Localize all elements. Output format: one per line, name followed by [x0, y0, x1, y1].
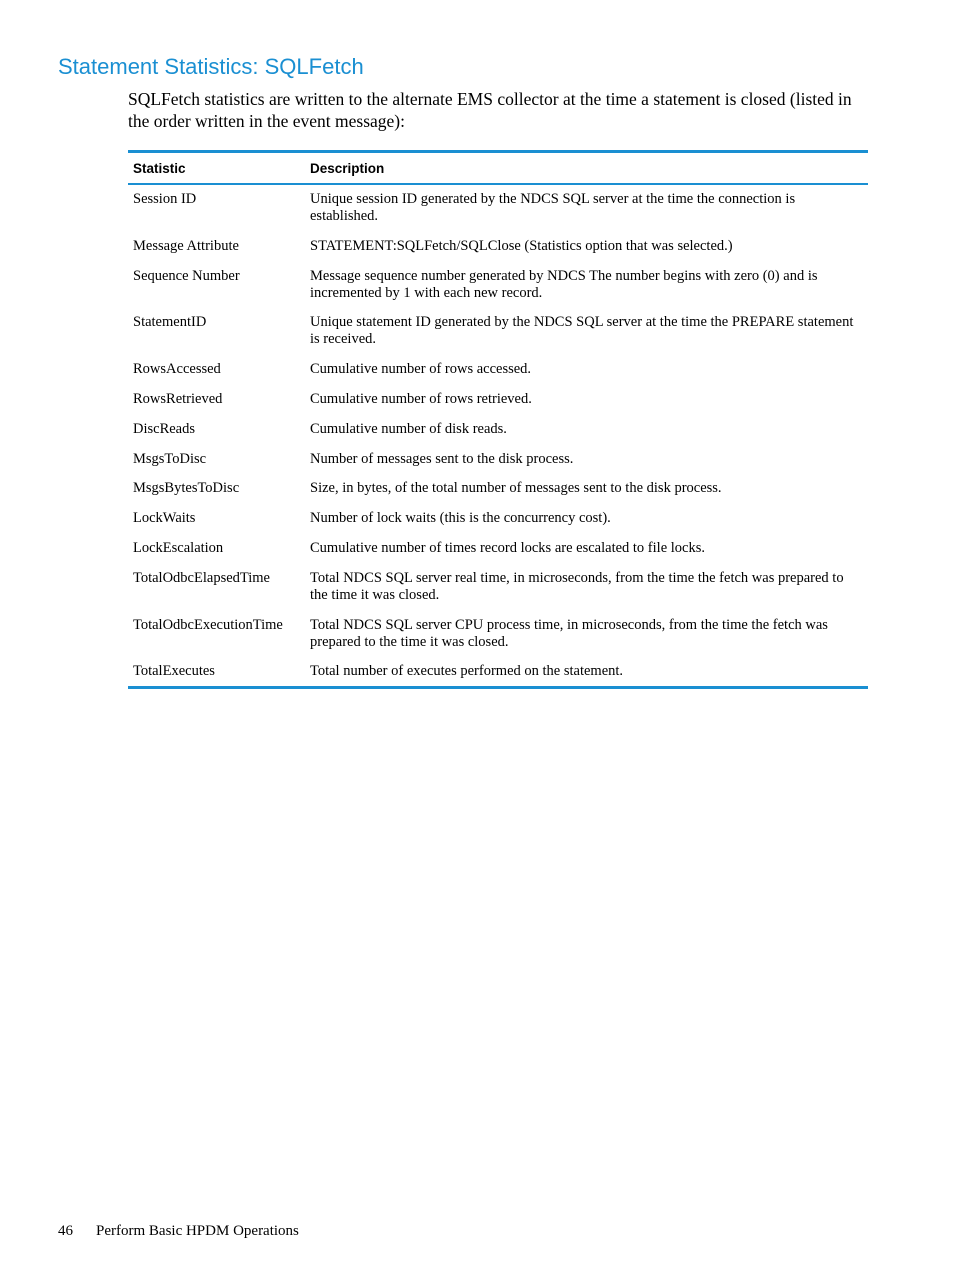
- table-row: [128, 415, 868, 445]
- description-cell: Unique statement ID generated by the NDCS SQL server at the time the PREPARE statement is received.: [310, 314, 854, 348]
- description-cell: Cumulative number of rows accessed.: [310, 361, 532, 378]
- table-row: [128, 564, 868, 611]
- table-row: [128, 184, 868, 232]
- table-row: [128, 385, 868, 415]
- description-cell: Total NDCS SQL server CPU process time, in microseconds, from the time the fetch was prepared to the time it was closed.: [310, 616, 828, 650]
- description-cell: STATEMENT:SQLFetch/SQLClose (Statistics option that was selected.): [310, 237, 733, 254]
- table-header: [128, 152, 868, 185]
- chapter-title: Perform Basic HPDM Operations: [96, 1223, 299, 1239]
- statistic-cell: LockEscalation: [133, 539, 224, 556]
- statistic-cell: Sequence Number: [133, 267, 240, 284]
- description-cell: Message sequence number generated by NDCS The number begins with zero (0) and is incremented by 1 with each new record.: [310, 267, 818, 301]
- statistic-cell: RowsAccessed: [133, 361, 221, 378]
- description-cell: Total number of executes performed on the statement.: [310, 663, 624, 680]
- description-cell: Total NDCS SQL server real time, in microseconds, from the time the fetch was prepared to the time it was closed.: [310, 569, 844, 603]
- statistic-cell: TotalOdbcExecutionTime: [133, 616, 283, 633]
- description-cell: Cumulative number of disk reads.: [310, 420, 507, 437]
- table-row: [128, 232, 868, 262]
- table-header-row: [128, 152, 868, 185]
- page-number: 46: [58, 1223, 73, 1239]
- description-cell: Cumulative number of times record locks are escalated to file locks.: [310, 539, 705, 556]
- statistic-cell: StatementID: [133, 314, 207, 331]
- description-cell: Cumulative number of rows retrieved.: [310, 390, 532, 407]
- table-row: [128, 445, 868, 475]
- description-cell: Size, in bytes, of the total number of messages sent to the disk process.: [310, 480, 722, 497]
- statistic-cell: MsgsToDisc: [133, 450, 207, 467]
- statistic-cell: MsgsBytesToDisc: [133, 480, 240, 497]
- section-title: Statement Statistics: SQLFetch: [58, 54, 364, 79]
- table-row: [128, 262, 868, 309]
- table-row: [128, 308, 868, 355]
- statistic-cell: Session ID: [133, 191, 197, 207]
- page-footer: [58, 1221, 299, 1241]
- table-row: [128, 657, 868, 688]
- description-cell: Number of messages sent to the disk process.: [310, 450, 574, 467]
- statistic-cell: Message Attribute: [133, 237, 239, 254]
- column-header-statistic: Statistic: [128, 152, 305, 185]
- description-cell: Unique session ID generated by the NDCS SQL server at the time the connection is established.: [310, 191, 796, 224]
- table-row: [128, 474, 868, 504]
- table-body: [128, 184, 868, 688]
- statistic-cell: DiscReads: [133, 420, 196, 437]
- statistic-cell: LockWaits: [133, 510, 196, 527]
- intro-paragraph: SQLFetch statistics are written to the alternate EMS collector at the time a statement is closed (listed in the order written in the event message):: [128, 89, 852, 131]
- statistic-cell: TotalOdbcElapsedTime: [133, 569, 270, 586]
- table-row: [128, 611, 868, 658]
- description-cell: Number of lock waits (this is the concurrency cost).: [310, 510, 611, 527]
- statistic-cell: RowsRetrieved: [133, 390, 223, 407]
- table-row: [128, 504, 868, 534]
- column-header-description: Description: [305, 152, 868, 185]
- statistics-table: [128, 150, 868, 689]
- table-row: [128, 534, 868, 564]
- statistic-cell: TotalExecutes: [133, 663, 215, 680]
- table-row: [128, 355, 868, 385]
